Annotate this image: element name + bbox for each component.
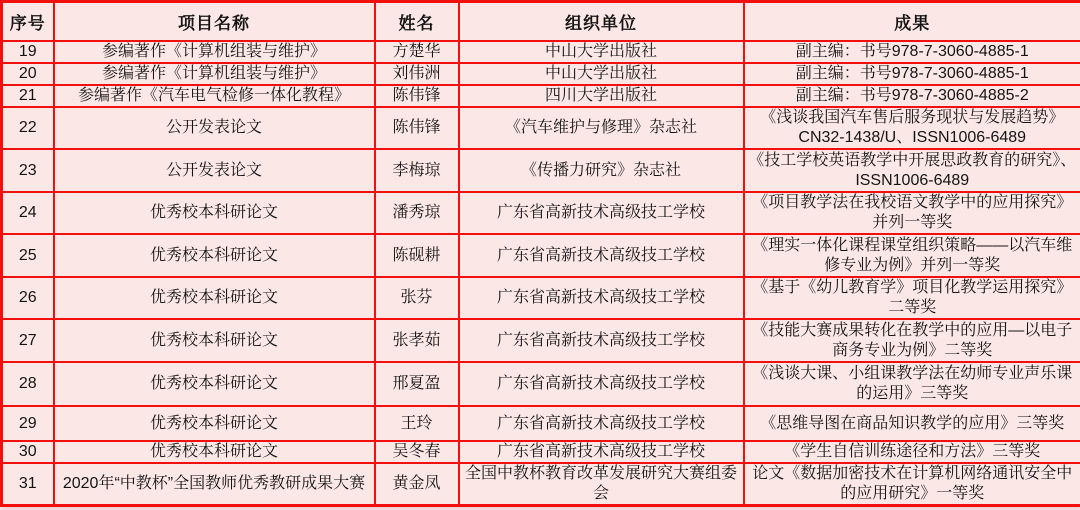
- organization-cell: 广东省高新技术高级技工学校: [459, 319, 744, 362]
- project-name-cell: 公开发表论文: [54, 107, 375, 149]
- project-name-cell: 优秀校本科研论文: [54, 234, 375, 277]
- table-row: [2, 463, 1080, 506]
- project-name-cell: 公开发表论文: [54, 149, 375, 192]
- table-header: [2, 2, 1080, 42]
- result-cell: 《理实一体化课程课堂组织策略——以汽车维修专业为例》并列一等奖: [744, 234, 1080, 277]
- person-name-cell: 王玲: [375, 406, 459, 441]
- person-name-cell: 张孝茹: [375, 319, 459, 362]
- project-name-cell: 参编著作《计算机组装与维护》: [54, 41, 375, 63]
- project-name-cell: 优秀校本科研论文: [54, 441, 375, 463]
- row-number-cell: 25: [2, 234, 54, 277]
- result-cell: 《技能大赛成果转化在教学中的应用—以电子商务专业为例》二等奖: [744, 319, 1080, 362]
- organization-cell: 中山大学出版社: [459, 41, 744, 63]
- organization-cell: 中山大学出版社: [459, 63, 744, 85]
- project-name-cell: 优秀校本科研论文: [54, 319, 375, 362]
- result-cell: 《浅谈我国汽车售后服务现状与发展趋势》CN32-1438/U、ISSN1006-6489: [744, 107, 1080, 149]
- table-row: [2, 192, 1080, 234]
- project-name-cell: 参编著作《汽车电气检修一体化教程》: [54, 85, 375, 107]
- table-row: [2, 149, 1080, 192]
- result-cell: 《基于《幼儿教育学》项目化教学运用探究》二等奖: [744, 277, 1080, 319]
- organization-cell: 广东省高新技术高级技工学校: [459, 441, 744, 463]
- project-name-cell: 优秀校本科研论文: [54, 277, 375, 319]
- table-row: [2, 406, 1080, 441]
- person-name-cell: 陈砚耕: [375, 234, 459, 277]
- row-number-cell: 23: [2, 149, 54, 192]
- person-name-cell: 张芬: [375, 277, 459, 319]
- row-number-cell: 22: [2, 107, 54, 149]
- result-cell: 《思维导图在商品知识教学的应用》三等奖: [744, 406, 1080, 441]
- organization-cell: 广东省高新技术高级技工学校: [459, 192, 744, 234]
- result-cell: 《浅谈大课、小组课教学法在幼师专业声乐课的运用》三等奖: [744, 362, 1080, 406]
- organization-cell: 《传播力研究》杂志社: [459, 149, 744, 192]
- project-name-cell: 优秀校本科研论文: [54, 406, 375, 441]
- project-name-cell: 参编著作《计算机组装与维护》: [54, 63, 375, 85]
- person-name-cell: 黄金凤: [375, 463, 459, 506]
- header-no: 序号: [2, 2, 54, 42]
- person-name-cell: 刘伟洲: [375, 63, 459, 85]
- row-number-cell: 28: [2, 362, 54, 406]
- person-name-cell: 吴冬春: [375, 441, 459, 463]
- table-row: [2, 441, 1080, 463]
- header-result: 成果: [744, 2, 1080, 42]
- organization-cell: 全国中教杯教育改革发展研究大赛组委会: [459, 463, 744, 506]
- person-name-cell: 李梅琼: [375, 149, 459, 192]
- person-name-cell: 陈伟锋: [375, 85, 459, 107]
- table-row: [2, 41, 1080, 63]
- table-body: [2, 41, 1080, 506]
- table-row: [2, 85, 1080, 107]
- table-row: [2, 107, 1080, 149]
- row-number-cell: 27: [2, 319, 54, 362]
- result-cell: 副主编：书号978-7-3060-4885-2: [744, 85, 1080, 107]
- header-org: 组织单位: [459, 2, 744, 42]
- row-number-cell: 21: [2, 85, 54, 107]
- organization-cell: 四川大学出版社: [459, 85, 744, 107]
- result-cell: 《技工学校英语教学中开展思政教育的研究》、ISSN1006-6489: [744, 149, 1080, 192]
- table-row: [2, 277, 1080, 319]
- row-number-cell: 31: [2, 463, 54, 506]
- row-number-cell: 24: [2, 192, 54, 234]
- row-number-cell: 19: [2, 41, 54, 63]
- project-name-cell: 优秀校本科研论文: [54, 362, 375, 406]
- person-name-cell: 陈伟锋: [375, 107, 459, 149]
- person-name-cell: 方楚华: [375, 41, 459, 63]
- row-number-cell: 30: [2, 441, 54, 463]
- header-project: 项目名称: [54, 2, 375, 42]
- project-name-cell: 2020年“中教杯”全国教师优秀教研成果大赛: [54, 463, 375, 506]
- person-name-cell: 潘秀琼: [375, 192, 459, 234]
- project-name-cell: 优秀校本科研论文: [54, 192, 375, 234]
- organization-cell: 《汽车维护与修理》杂志社: [459, 107, 744, 149]
- person-name-cell: 邢夏盈: [375, 362, 459, 406]
- table-row: [2, 234, 1080, 277]
- table-row: [2, 63, 1080, 85]
- table-row: [2, 319, 1080, 362]
- result-cell: 副主编：书号978-7-3060-4885-1: [744, 41, 1080, 63]
- result-cell: 《项目教学法在我校语文教学中的应用探究》并列一等奖: [744, 192, 1080, 234]
- organization-cell: 广东省高新技术高级技工学校: [459, 362, 744, 406]
- table-row: [2, 362, 1080, 406]
- organization-cell: 广东省高新技术高级技工学校: [459, 406, 744, 441]
- header-row: [2, 2, 1080, 42]
- result-cell: 论文《数据加密技术在计算机网络通讯安全中的应用研究》一等奖: [744, 463, 1080, 506]
- organization-cell: 广东省高新技术高级技工学校: [459, 234, 744, 277]
- organization-cell: 广东省高新技术高级技工学校: [459, 277, 744, 319]
- header-name: 姓名: [375, 2, 459, 42]
- result-cell: 副主编：书号978-7-3060-4885-1: [744, 63, 1080, 85]
- row-number-cell: 26: [2, 277, 54, 319]
- row-number-cell: 29: [2, 406, 54, 441]
- result-cell: 《学生自信训练途径和方法》三等奖: [744, 441, 1080, 463]
- row-number-cell: 20: [2, 63, 54, 85]
